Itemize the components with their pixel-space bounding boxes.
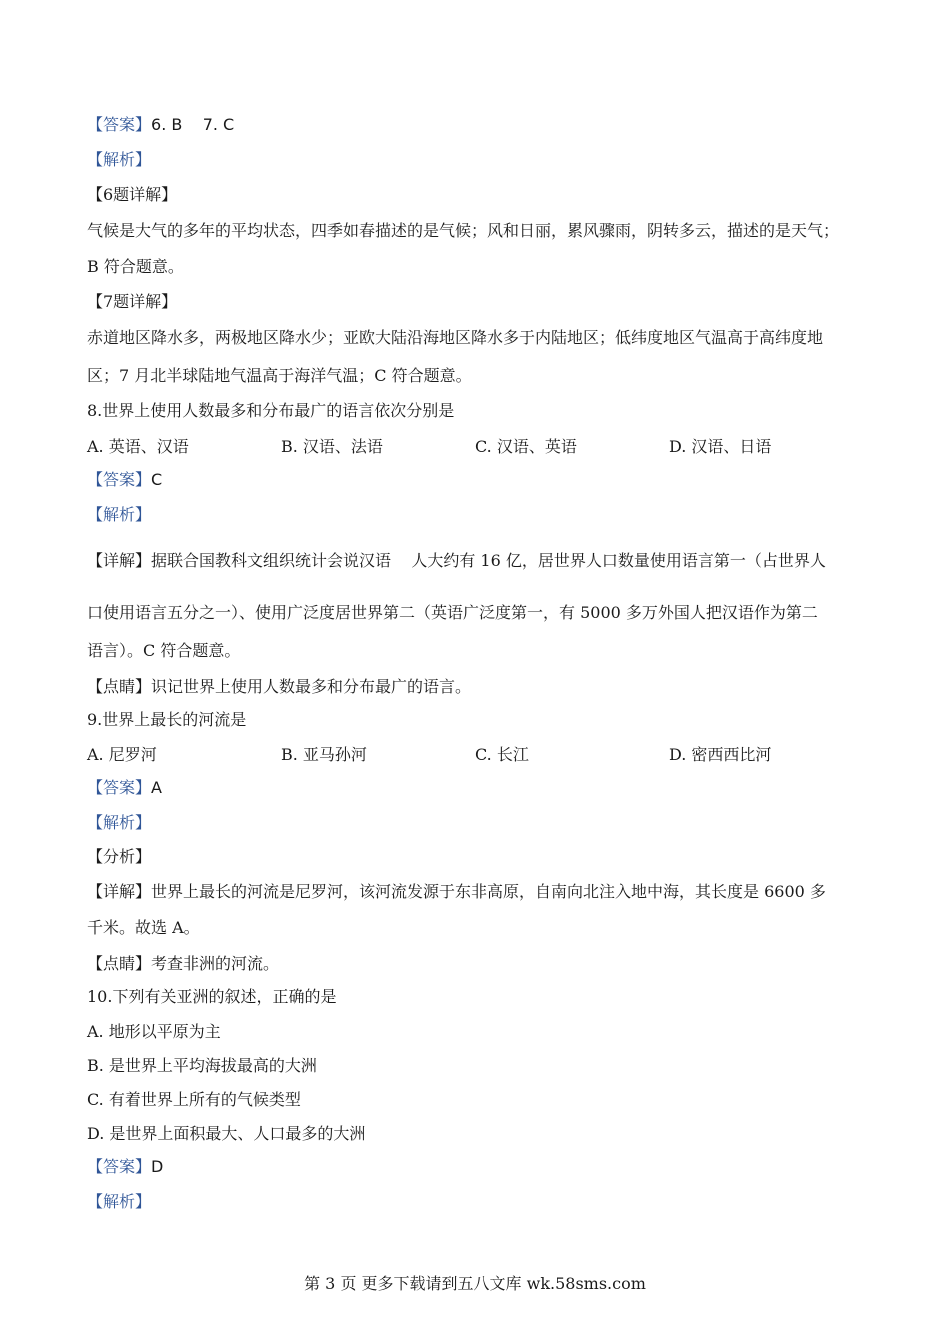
analysis-tag: 【解析】 bbox=[87, 505, 152, 524]
q9-analyze-tag: 【分析】 bbox=[87, 847, 152, 866]
q6-7-answer-line bbox=[87, 114, 234, 136]
answer-value: 6. B 7. C bbox=[151, 115, 235, 134]
q7-detail-line-2: 区；7 月北半球陆地气温高于海洋气温；C 符合题意。 bbox=[87, 366, 472, 385]
q8-option-b: B. 汉语、法语 bbox=[281, 437, 383, 456]
analysis-tag: 【解析】 bbox=[87, 813, 152, 832]
q8-point: 【点睛】识记世界上使用人数最多和分布最广的语言。 bbox=[87, 677, 472, 696]
q7-detail-heading: 【7题详解】 bbox=[87, 292, 178, 311]
answer-value: D bbox=[151, 1157, 164, 1176]
q8-detail-line-1: 【详解】据联合国教科文组织统计会说汉语 人大约有 16 亿，居世界人口数量使用语言第一（占世界人 bbox=[87, 551, 826, 570]
q8-answer-line bbox=[87, 469, 162, 491]
q9-option-b: B. 亚马孙河 bbox=[281, 745, 367, 764]
q10-option-d: D. 是世界上面积最大、人口最多的大洲 bbox=[87, 1124, 366, 1143]
q9-option-d: D. 密西西比河 bbox=[669, 745, 772, 764]
analysis-tag: 【解析】 bbox=[87, 150, 152, 169]
q10-stem: 10.下列有关亚洲的叙述，正确的是 bbox=[87, 987, 337, 1006]
analysis-tag: 【解析】 bbox=[87, 1192, 152, 1211]
q8-detail-line-2: 口使用语言五分之一）、使用广泛度居世界第二（英语广泛度第一，有 5000 多万外国人把汉语作为第二 bbox=[87, 603, 818, 622]
q9-point: 【点睛】考查非洲的河流。 bbox=[87, 954, 280, 973]
q9-option-a: A. 尼罗河 bbox=[87, 745, 157, 764]
q8-option-a: A. 英语、汉语 bbox=[87, 437, 189, 456]
q8-detail-line-3: 语言）。C 符合题意。 bbox=[87, 641, 241, 660]
page-footer: 第 3 页 更多下载请到五八文库 wk.58sms.com bbox=[304, 1274, 646, 1293]
answer-tag: 【答案】 bbox=[87, 470, 152, 489]
q10-option-b: B. 是世界上平均海拔最高的大洲 bbox=[87, 1056, 317, 1075]
answer-tag: 【答案】 bbox=[87, 778, 152, 797]
answer-tag: 【答案】 bbox=[87, 115, 152, 134]
q9-option-c: C. 长江 bbox=[475, 745, 529, 764]
q9-detail-line-1: 【详解】世界上最长的河流是尼罗河，该河流发源于东非高原，自南向北注入地中海，其长度是 6600 多 bbox=[87, 882, 826, 901]
answer-tag: 【答案】 bbox=[87, 1157, 152, 1176]
q6-detail-heading: 【6题详解】 bbox=[87, 185, 178, 204]
q8-option-c: C. 汉语、英语 bbox=[475, 437, 577, 456]
q7-detail-line-1: 赤道地区降水多，两极地区降水少；亚欧大陆沿海地区降水多于内陆地区；低纬度地区气温高于高纬度地 bbox=[87, 328, 824, 347]
q8-stem: 8.世界上使用人数最多和分布最广的语言依次分别是 bbox=[87, 401, 455, 420]
q6-detail-line-2: B 符合题意。 bbox=[87, 257, 184, 276]
q9-stem: 9.世界上最长的河流是 bbox=[87, 710, 247, 729]
q8-option-d: D. 汉语、日语 bbox=[669, 437, 772, 456]
q10-answer-line bbox=[87, 1156, 163, 1178]
q9-detail-line-2: 千米。故选 A。 bbox=[87, 918, 200, 937]
answer-value: C bbox=[151, 470, 163, 489]
q9-answer-line bbox=[87, 777, 162, 799]
q10-option-c: C. 有着世界上所有的气候类型 bbox=[87, 1090, 301, 1109]
q6-detail-line-1: 气候是大气的多年的平均状态，四季如春描述的是气候；风和日丽，累风骤雨，阴转多云，描述的是天气； bbox=[87, 221, 840, 240]
q10-option-a: A. 地形以平原为主 bbox=[87, 1022, 221, 1041]
answer-value: A bbox=[151, 778, 162, 797]
